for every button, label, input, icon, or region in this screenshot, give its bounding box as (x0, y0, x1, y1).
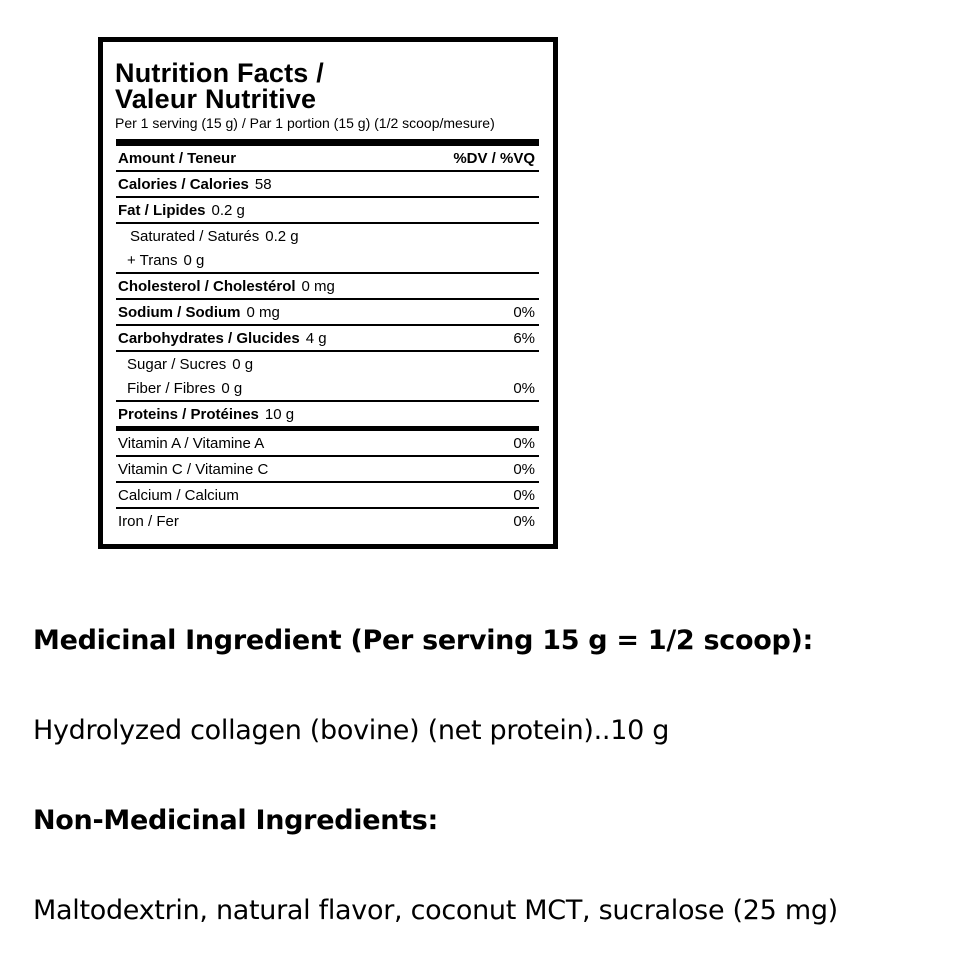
row-value: 0 mg (301, 277, 335, 295)
row-label: Calories / Calories (118, 175, 249, 193)
vitamin-label: Iron / Fer (118, 512, 179, 530)
table-row (116, 402, 539, 426)
vitamin-row (116, 431, 539, 457)
row-dv: 0% (513, 303, 535, 321)
row-value: 0.2 g (211, 201, 245, 219)
vitamin-dv: 0% (513, 460, 535, 478)
vitamin-dv: 0% (513, 434, 535, 452)
dv-header: %DV / %VQ (453, 149, 535, 167)
table-row (116, 198, 539, 224)
vitamin-row (116, 509, 539, 533)
table-row (116, 224, 539, 248)
row-value: 10 g (264, 405, 295, 423)
row-label: Fat / Lipides (118, 201, 206, 219)
row-dv: 0% (513, 379, 535, 397)
row-value: 0.2 g (265, 227, 299, 245)
table-row (116, 376, 539, 402)
vitamin-row (116, 483, 539, 509)
row-label: Fiber / Fibres (127, 379, 216, 397)
row-value: 0 g (232, 355, 254, 373)
row-value: 4 g (305, 329, 327, 347)
vitamin-label: Vitamin C / Vitamine C (118, 460, 269, 478)
non-medicinal-heading: Non-Medicinal Ingredients: (33, 805, 439, 836)
row-label: Sugar / Sucres (127, 355, 227, 373)
amount-header: Amount / Teneur (118, 149, 237, 167)
table-row (116, 172, 539, 198)
medicinal-ingredient-text: Hydrolyzed collagen (bovine) (net protein)..10 g (33, 715, 670, 746)
vitamin-row (116, 457, 539, 483)
row-label: Saturated / Saturés (130, 227, 260, 245)
vitamin-dv: 0% (513, 486, 535, 504)
nutrition-table (116, 146, 539, 533)
nutrition-title-en: Nutrition Facts / (115, 58, 324, 88)
table-row (116, 326, 539, 352)
row-label: Proteins / Protéines (118, 405, 259, 423)
table-row (116, 274, 539, 300)
nutrition-title-fr: Valeur Nutritive (115, 84, 317, 114)
row-label: + Trans (127, 251, 178, 269)
row-value: 0 g (183, 251, 205, 269)
non-medicinal-text: Maltodextrin, natural flavor, coconut MCT, sucralose (25 mg) (33, 895, 838, 926)
table-row (116, 352, 539, 376)
row-value: 58 (254, 175, 272, 193)
table-header-row (116, 146, 539, 172)
vitamin-label: Calcium / Calcium (118, 486, 239, 504)
nutrition-facts-panel (98, 37, 558, 549)
thick-divider (116, 139, 539, 146)
medicinal-ingredient-heading: Medicinal Ingredient (Per serving 15 g = 1/2 scoop): (33, 625, 814, 656)
row-label: Sodium / Sodium (118, 303, 241, 321)
table-row (116, 248, 539, 274)
row-value: 0 g (221, 379, 243, 397)
row-dv: 6% (513, 329, 535, 347)
vitamin-label: Vitamin A / Vitamine A (118, 434, 265, 452)
row-label: Cholesterol / Cholestérol (118, 277, 296, 295)
vitamin-dv: 0% (513, 512, 535, 530)
table-row (116, 300, 539, 326)
row-label: Carbohydrates / Glucides (118, 329, 300, 347)
row-value: 0 mg (246, 303, 280, 321)
serving-size: Per 1 serving (15 g) / Par 1 portion (15 g) (1/2 scoop/mesure) (115, 115, 495, 131)
